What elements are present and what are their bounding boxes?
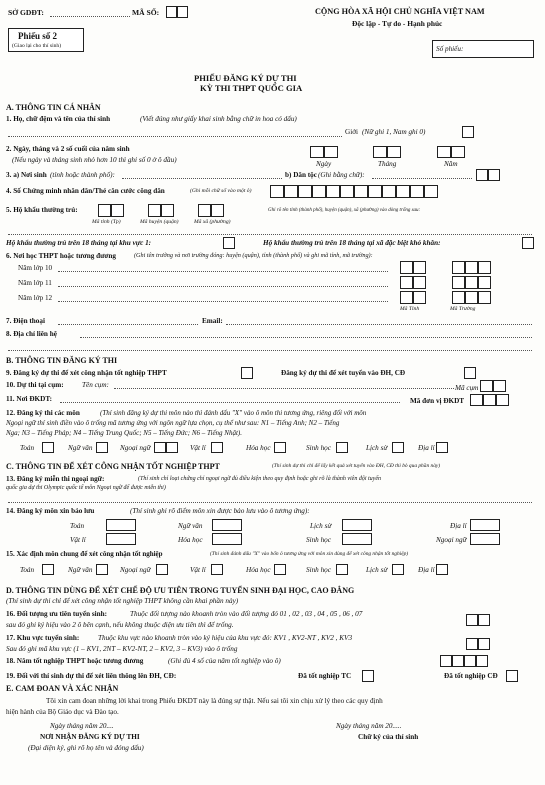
phieu-so-label: Phiếu số 2 [18, 31, 58, 41]
subject-su-box[interactable] [392, 442, 404, 453]
q19-cd-box[interactable] [506, 670, 518, 682]
q9-xt-box[interactable] [464, 367, 476, 379]
day-box-2[interactable] [324, 146, 338, 158]
email-label: Email: [202, 317, 223, 325]
commit-line1: Tôi xin cam đoan những lời khai trong Phiếu ĐKDT này là đúng sự thật. Nếu sai tôi xin chịu xử lý theo các quy định [46, 697, 383, 705]
bl-dia: Địa lí [450, 522, 467, 530]
date-right: Ngày tháng năm 20..... [336, 722, 402, 730]
q8-label: 8. Địa chỉ liên hệ [6, 330, 57, 338]
q14-label: 14. Đăng ký môn xin bảo lưu [6, 507, 95, 515]
tn-dia: Địa lí [418, 566, 435, 574]
commit-line2: hiện hành của Bộ Giáo dục và Đào tạo. [6, 708, 119, 716]
ma-truong-caption: Mã Trường [450, 306, 476, 312]
bl-van: Ngữ văn [178, 522, 203, 530]
q13-line1: (Thí sinh chỉ loại chứng chỉ ngoại ngữ đủ điều kiện theo quy định hoặc ghi rõ là thành viên đội tuyển [138, 476, 382, 482]
lop11-line[interactable] [58, 286, 388, 287]
lop12-line[interactable] [58, 301, 388, 302]
section-a-heading: A. THÔNG TIN CÁ NHÂN [6, 103, 101, 112]
tn-su: Lịch sử [366, 566, 388, 574]
hk-kv1-label: Hộ khẩu thường trú trên 18 tháng tại khu vực 1: [6, 239, 152, 247]
dan-toc-box-2[interactable] [488, 169, 500, 181]
q10-note: Tên cụm: [82, 381, 109, 389]
q3b-label: b) Dân tộc [285, 171, 317, 179]
ma-tinh-label: Mã tỉnh (Tp) [92, 219, 121, 225]
lop10-tinh-1[interactable] [400, 261, 413, 274]
subject-nn: Ngoại ngữ [120, 444, 151, 452]
ma-dv-box-1[interactable] [470, 394, 483, 406]
so-gddt-label: SỞ GDĐT: [8, 8, 44, 17]
lop12-truong-2[interactable] [465, 291, 478, 304]
lop11-tinh-1[interactable] [400, 276, 413, 289]
cmnd-box-8[interactable] [368, 185, 382, 198]
tn-sinh-box[interactable] [336, 564, 348, 575]
lop10-truong-2[interactable] [465, 261, 478, 274]
subject-dia: Địa lí [418, 444, 435, 452]
bl-toan-box[interactable] [106, 519, 136, 531]
noi-sinh-line[interactable] [122, 178, 282, 179]
lop12-tinh-1[interactable] [400, 291, 413, 304]
lop12-truong-3[interactable] [478, 291, 491, 304]
q18-box-1[interactable] [440, 655, 452, 667]
q12-label: 12. Đăng ký thi các môn [6, 409, 80, 417]
tn-van: Ngữ văn [68, 566, 93, 574]
q3a-label: 3. a) Nơi sinh [6, 171, 47, 179]
ma-cum-box-1[interactable] [480, 380, 493, 392]
subject-sinh: Sinh học [306, 444, 331, 452]
ma-tinh-caption: Mã Tỉnh [400, 306, 420, 312]
cum-line[interactable] [114, 388, 454, 389]
q5-note: Ghi rõ tên tỉnh (thành phố), huyện (quận), xã (phường) vào dòng trống sau: [268, 208, 421, 213]
section-c-heading: C. THÔNG TIN ĐỂ XÉT CÔNG NHẬN TỐT NGHIỆP THPT [6, 462, 220, 471]
q4-label: 4. Số Chứng minh nhân dân/Thẻ căn cước công dân [6, 187, 165, 195]
gioi-label: Giới [345, 128, 358, 136]
tn-ly: Vật lí [190, 566, 206, 574]
bl-dia-box[interactable] [470, 519, 500, 531]
cmnd-box-6[interactable] [340, 185, 354, 198]
q2-note: (Nếu ngày và tháng sinh nhỏ hơn 10 thì ghi số 0 ở ô đầu) [12, 156, 177, 164]
q10-label: 10. Dự thi tại cụm: [6, 381, 64, 389]
subject-nn-box-1[interactable] [154, 442, 166, 453]
nation-title: CỘNG HÒA XÃ HỘI CHỦ NGHĨA VIỆT NAM [315, 7, 485, 16]
q14-note: (Thí sinh ghi rõ điểm môn xin được bảo lưu vào ô tương ứng): [130, 507, 310, 515]
xa-box-2[interactable] [211, 204, 224, 217]
subject-toan-box[interactable] [42, 442, 54, 453]
motto: Độc lập - Tự do - Hạnh phúc [352, 19, 443, 28]
section-e-heading: E. CAM ĐOAN VÀ XÁC NHẬN [6, 684, 119, 693]
tn-toan-box[interactable] [42, 564, 54, 575]
bl-ly: Vật lí [70, 536, 86, 544]
q12-line2: Ngoại ngữ thí sinh điền vào ô trống mã tương ứng với ngôn ngữ lựa chọn, cụ thể như sau: N1 – Tiếng Anh; N2 – Tiếng [6, 419, 340, 427]
section-d-heading: D. THÔNG TIN DÙNG ĐỂ XÉT CHẾ ĐỘ ƯU TIÊN TRONG TUYỂN SINH ĐẠI HỌC, CAO ĐẲNG [6, 586, 355, 595]
q15-note: (Thí sinh đánh dấu "X" vào bốn ô tương ứng với môn xin dùng để xét công nhận tốt nghiệp) [210, 551, 409, 557]
ma-xa-label: Mã xã (phường) [194, 219, 231, 225]
subject-su: Lịch sử [366, 444, 388, 452]
bl-nn-box[interactable] [470, 533, 500, 545]
tn-nn-box[interactable] [156, 564, 168, 575]
date-left: Ngày tháng năm 20.... [50, 722, 114, 730]
lop12-tinh-2[interactable] [413, 291, 426, 304]
cmnd-box-1[interactable] [270, 185, 284, 198]
lop11-truong-1[interactable] [452, 276, 465, 289]
huyen-box-2[interactable] [161, 204, 174, 217]
cmnd-box-7[interactable] [354, 185, 368, 198]
q18-box-4[interactable] [476, 655, 488, 667]
lop12-truong-1[interactable] [452, 291, 465, 304]
day-box-1[interactable] [310, 146, 324, 158]
q11-label: 11. Nơi ĐKDT: [6, 395, 52, 403]
year-box-1[interactable] [437, 146, 451, 158]
bl-toan: Toán [70, 522, 85, 530]
bl-hoa: Hóa học [178, 536, 203, 544]
q16-line1: Thuộc đối tượng nào khoanh tròn vào đối tượng đó 01 , 02 , 03 , 04 , 05 , 06 , 07 [130, 610, 363, 618]
lop10-line[interactable] [58, 271, 388, 272]
email-line[interactable] [226, 324, 532, 325]
ma-cum-label: Mã cụm [455, 384, 479, 392]
form-title: PHIẾU ĐĂNG KÝ DỰ THI [194, 73, 297, 83]
subject-ly: Vật lí [190, 444, 206, 452]
month-box-2[interactable] [387, 146, 401, 158]
lop10-truong-3[interactable] [478, 261, 491, 274]
tn-van-box[interactable] [96, 564, 108, 575]
q18-label: 18. Năm tốt nghiệp THPT hoặc tương đương [6, 657, 144, 665]
lop11-label: Năm lớp 11 [18, 279, 52, 287]
tn-nn: Ngoại ngữ [120, 566, 151, 574]
cmnd-box-9[interactable] [382, 185, 396, 198]
huyen-box-1[interactable] [148, 204, 161, 217]
ma-so-label: MÃ SỐ: [132, 8, 160, 17]
q13-line[interactable] [8, 502, 532, 503]
bl-sinh-box[interactable] [342, 533, 372, 545]
phone-line[interactable] [58, 324, 198, 325]
name-line[interactable] [8, 136, 342, 137]
cmnd-box-12[interactable] [424, 185, 438, 198]
hk-xa-dbkk-box[interactable] [522, 237, 534, 249]
hk-xa-dbkk-label: Hộ khẩu thường trú trên 18 tháng tại xã đặc biệt khó khăn: [263, 239, 441, 247]
tn-toan: Toán [20, 566, 35, 574]
lop10-label: Năm lớp 10 [18, 264, 53, 272]
so-gddt-line[interactable] [50, 16, 130, 17]
q19-tc-box[interactable] [362, 670, 374, 682]
subject-dia-box[interactable] [436, 442, 448, 453]
lop10-tinh-2[interactable] [413, 261, 426, 274]
dan-toc-box-1[interactable] [476, 169, 488, 181]
cmnd-box-3[interactable] [298, 185, 312, 198]
month-box-1[interactable] [373, 146, 387, 158]
q16-box-1[interactable] [466, 614, 478, 626]
q12-line1: (Thí sinh đăng ký dự thi môn nào thì đánh dấu "X" vào ô môn thi tương ứng, riêng đối với môn [100, 409, 367, 417]
q1-label: 1. Họ, chữ đệm và tên của thí sinh [6, 115, 111, 123]
lop11-truong-2[interactable] [465, 276, 478, 289]
sign-left-title: NƠI NHẬN ĐĂNG KÝ DỰ THI [40, 733, 140, 741]
gioi-note: (Nữ ghi 1, Nam ghi 0) [362, 128, 426, 136]
q19-label: 19. Đối với thí sinh dự thi để xét liên thông lên ĐH, CĐ: [6, 672, 177, 680]
tn-sinh: Sinh học [306, 566, 331, 574]
q17-line2: Sau đó ghi mã khu vực (1 – KV1, 2NT – KV2-NT, 2 – KV2, 3 – KV3) vào ô trống [6, 645, 238, 653]
so-phieu-label: Số phiếu: [436, 45, 464, 53]
cmnd-box-4[interactable] [312, 185, 326, 198]
tn-hoa: Hóa học [246, 566, 271, 574]
q18-box-2[interactable] [452, 655, 464, 667]
q19-cd-label: Đã tốt nghiệp CĐ [444, 672, 498, 680]
tn-hoa-box[interactable] [274, 564, 286, 575]
q19-tc-label: Đã tốt nghiệp TC [298, 672, 352, 680]
phieu-so-note: (Giao lại cho thí sinh) [12, 43, 62, 49]
subject-nn-box-2[interactable] [166, 442, 178, 453]
q17-label: 17. Khu vực tuyển sinh: [6, 634, 80, 642]
q13-line2: quốc gia dự thi Olympic quốc tế môn Ngoại ngữ để được miễn thi) [6, 485, 166, 491]
address-line-2[interactable] [8, 350, 532, 351]
subject-sinh-box[interactable] [336, 442, 348, 453]
sign-left-note: (Đại diện ký, ghi rõ họ tên và đóng dấu) [28, 744, 144, 752]
bl-nn: Ngoại ngữ [436, 536, 467, 544]
ho-khau-line[interactable] [8, 234, 532, 235]
bl-hoa-box[interactable] [212, 533, 242, 545]
q17-box-2[interactable] [478, 638, 490, 650]
ma-dv-label: Mã đơn vị ĐKDT [410, 397, 465, 405]
address-line-1[interactable] [80, 337, 532, 338]
nam-label: Năm [444, 160, 458, 168]
tinh-box-1[interactable] [98, 204, 111, 217]
gioi-box[interactable] [462, 126, 474, 138]
bl-ly-box[interactable] [106, 533, 136, 545]
thang-label: Tháng [378, 160, 397, 168]
q15-label: 15. Xác định môn chung để xét công nhận tốt nghiệp [6, 550, 163, 558]
q6-label: 6. Nơi học THPT hoặc tương đương [6, 252, 116, 260]
subject-hoa-box[interactable] [274, 442, 286, 453]
q16-box-2[interactable] [478, 614, 490, 626]
xa-box-1[interactable] [198, 204, 211, 217]
q9-tn-box[interactable] [241, 367, 253, 379]
q4-note: (Ghi mỗi chữ số vào một ô) [190, 188, 252, 194]
bl-van-box[interactable] [212, 519, 242, 531]
bl-su-box[interactable] [342, 519, 372, 531]
ma-cum-box-2[interactable] [493, 380, 506, 392]
dan-toc-line[interactable] [372, 178, 472, 179]
q3a-note: (tỉnh hoặc thành phố): [50, 171, 115, 179]
q16-label: 16. Đối tượng ưu tiên tuyển sinh: [6, 610, 108, 618]
bl-sinh: Sinh học [306, 536, 331, 544]
q18-box-3[interactable] [464, 655, 476, 667]
cmnd-box-2[interactable] [284, 185, 298, 198]
q9-xt-label: Đăng ký dự thi để xét tuyển vào ĐH, CĐ [281, 369, 406, 377]
ma-so-box-2[interactable] [177, 6, 188, 18]
subject-van: Ngữ văn [68, 444, 93, 452]
q7-label: 7. Điện thoại [6, 317, 45, 325]
tinh-box-2[interactable] [111, 204, 124, 217]
lop10-truong-1[interactable] [452, 261, 465, 274]
section-c-note: (Thí sinh dự thi chỉ để lấy kết quả xét tuyển vào ĐH, CĐ thì bỏ qua phần này) [272, 463, 441, 469]
subject-toan: Toán [20, 444, 35, 452]
q17-box-1[interactable] [466, 638, 478, 650]
cmnd-box-10[interactable] [396, 185, 410, 198]
lop11-tinh-2[interactable] [413, 276, 426, 289]
q12-line3: Nga; N3 – Tiếng Pháp; N4 – Tiếng Trung Quốc; N5 – Tiếng Đức; N6 – Tiếng Nhật). [6, 429, 242, 437]
q17-line1: Thuộc khu vực nào khoanh tròn vào ký hiệu của khu vực đó: KV1 , KV2-NT , KV2 , KV3 [98, 634, 353, 642]
cmnd-box-5[interactable] [326, 185, 340, 198]
ngay-label: Ngày [316, 160, 332, 168]
dkdt-line[interactable] [60, 402, 400, 403]
subject-ly-box[interactable] [211, 442, 223, 453]
year-box-2[interactable] [451, 146, 465, 158]
q9-label: 9. Đăng ký dự thi để xét công nhận tốt nghiệp THPT [6, 369, 167, 377]
bl-su: Lịch sử [310, 522, 332, 530]
ma-huyen-label: Mã huyện (quận) [140, 219, 179, 225]
ma-so-box-1[interactable] [166, 6, 177, 18]
ma-dv-box-3[interactable] [496, 394, 509, 406]
q6-note: (Ghi tên trường và nơi trường đóng: huyện (quận), tỉnh (thành phố) và ghi mã tỉnh, mã trường): [134, 252, 373, 259]
tn-dia-box[interactable] [436, 564, 448, 575]
q13-label: 13. Đăng ký miễn thi ngoại ngữ: [6, 475, 105, 483]
tn-su-box[interactable] [392, 564, 404, 575]
ma-dv-box-2[interactable] [483, 394, 496, 406]
section-d-note: (Thí sinh dự thi chỉ để xét công nhận tốt nghiệp THPT không cần khai phần này) [6, 597, 239, 605]
section-b-heading: B. THÔNG TIN ĐĂNG KÝ THI [6, 356, 118, 365]
hk-kv1-box[interactable] [223, 237, 235, 249]
q16-line2: sau đó ghi ký hiệu vào 2 ô bên cạnh, nếu không thuộc diện ưu tiên thì để trống. [6, 621, 234, 629]
tn-ly-box[interactable] [211, 564, 223, 575]
q3b-note: (Ghi bằng chữ): [318, 171, 365, 179]
subject-hoa: Hóa học [246, 444, 271, 452]
q18-note: (Ghi đủ 4 số của năm tốt nghiệp vào ô) [168, 657, 281, 665]
cmnd-box-11[interactable] [410, 185, 424, 198]
q2-label: 2. Ngày, tháng và 2 số cuối của năm sinh [6, 145, 130, 153]
q5-label: 5. Hộ khẩu thường trú: [6, 206, 78, 214]
sign-right-title: Chữ ký của thí sinh [358, 733, 419, 741]
form-subtitle: KỲ THI THPT QUỐC GIA [200, 83, 303, 93]
q1-note: (Viết đúng như giấy khai sinh bằng chữ in hoa có dấu) [140, 115, 297, 123]
lop11-truong-3[interactable] [478, 276, 491, 289]
subject-van-box[interactable] [96, 442, 108, 453]
lop12-label: Năm lớp 12 [18, 294, 53, 302]
